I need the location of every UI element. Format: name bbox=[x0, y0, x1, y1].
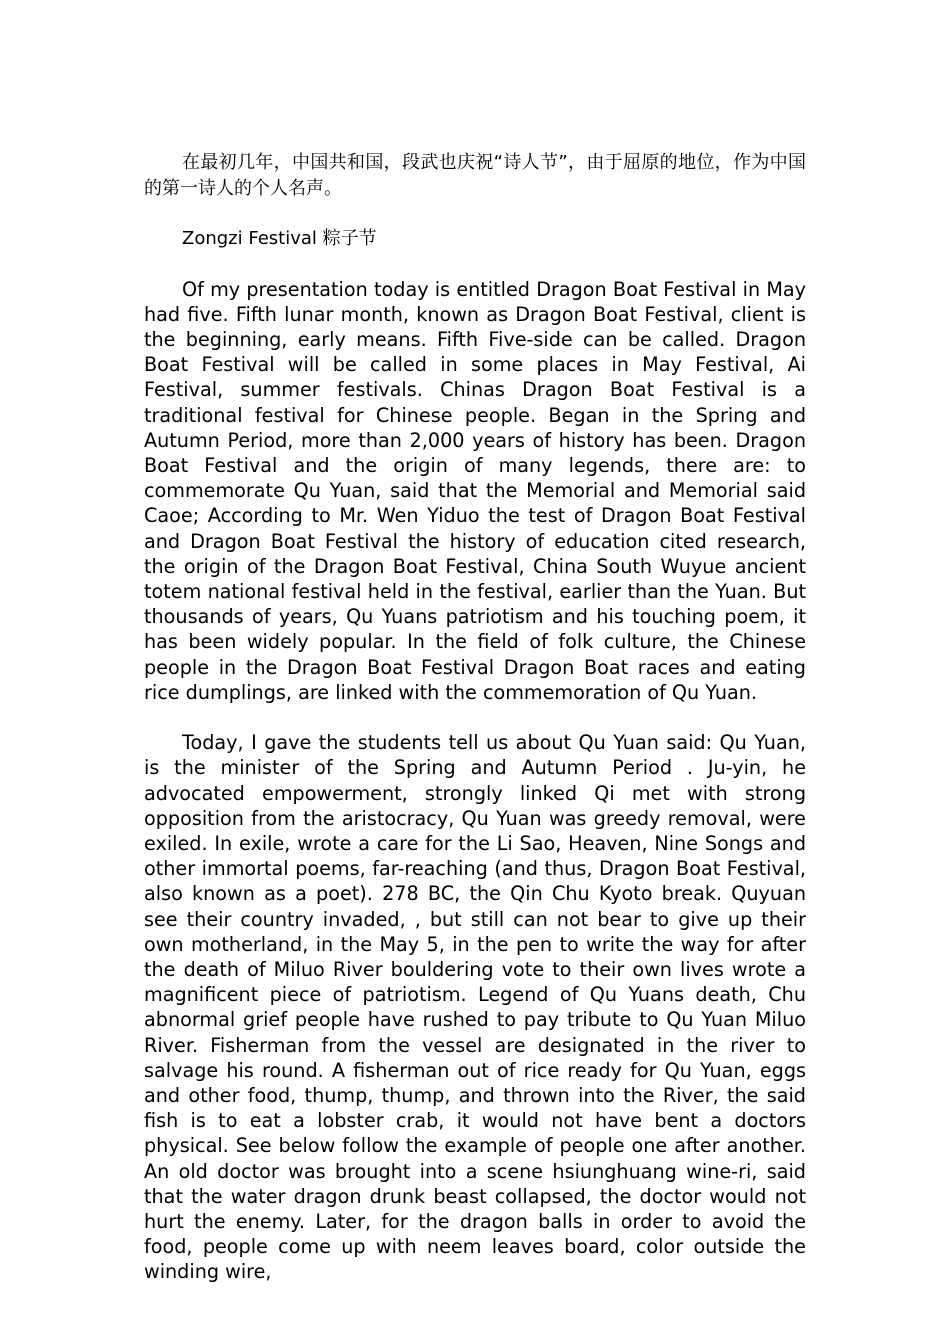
paragraph-gap bbox=[144, 705, 806, 730]
paragraph-qu-yuan-story: Today, I gave the students tell us about Qu Yuan said: Qu Yuan, is the minister of the Spring and Autumn Period . Ju-yin, he advocated empowerment, strongly linked Qi met with strong opposition from the aristocracy, Qu Yuan was greedy removal, were exiled. In exile, wrote a care for the Li Sao, Heaven, Nine Songs and other immortal poems, far-reaching (and thus, Dragon Boat Festival, also known as a poet). 278 BC, the Qin Chu Kyoto break. Quyuan see their country invaded, , but still can not bear to give up their own motherland, in the May 5, in the pen to write the way for after the death of Miluo River bouldering vote to their own lives wrote a magnificent piece of patriotism. Legend of Qu Yuans death, Chu abnormal grief people have rushed to pay tribute to Qu Yuan Miluo River. Fisherman from the vessel are designated in the river to salvage his round. A fisherman out of rice ready for Qu Yuan, eggs and other food, thump, thump, and thrown into the River, the said fish is to eat a lobster crab, it would not have bent a doctors physical. See below follow the example of people one after another. An old doctor was brought into a scene hsiunghuang wine-ri, said that the water dragon drunk beast collapsed, the doctor would not hurt the enemy. Later, for the dragon balls in order to avoid the food, people come up with neem leaves board, color outside the winding wire, bbox=[144, 731, 806, 1284]
document-body bbox=[144, 150, 806, 1285]
paragraph-presentation: Of my presentation today is entitled Dragon Boat Festival in May had five. Fifth lunar month, known as Dragon Boat Festival, client is the beginning, early means. Fifth Five-side can be called. Dragon Boat Festival will be called in some places in May Festival, Ai Festival, summer festivals. Chinas Dragon Boat Festival is a traditional festival for Chinese people. Began in the Spring and Autumn Period, more than 2,000 years of history has been. Dragon Boat Festival and the origin of many legends, there are: to commemorate Qu Yuan, said that the Memorial and Memorial said Caoe; According to Mr. Wen Yiduo the test of Dragon Boat Festival and Dragon Boat Festival the history of education cited research, the origin of the Dragon Boat Festival, China South Wuyue ancient totem national festival held in the festival, earlier than the Yuan. But thousands of years, Qu Yuans patriotism and his touching poem, it has been widely popular. In the field of folk culture, the Chinese people in the Dragon Boat Festival Dragon Boat races and eating rice dumplings, are linked with the commemoration of Qu Yuan. bbox=[144, 277, 806, 704]
section-heading-zongzi: Zongzi Festival 粽子节 bbox=[182, 228, 377, 250]
paragraph-gap bbox=[144, 201, 806, 226]
paragraph-gap bbox=[144, 251, 806, 276]
paragraph-poet-festival: 在最初几年，中国共和国，段武也庆祝“诗人节”，由于屈原的地位，作为中国的第一诗人的个人名声。 bbox=[144, 152, 806, 199]
